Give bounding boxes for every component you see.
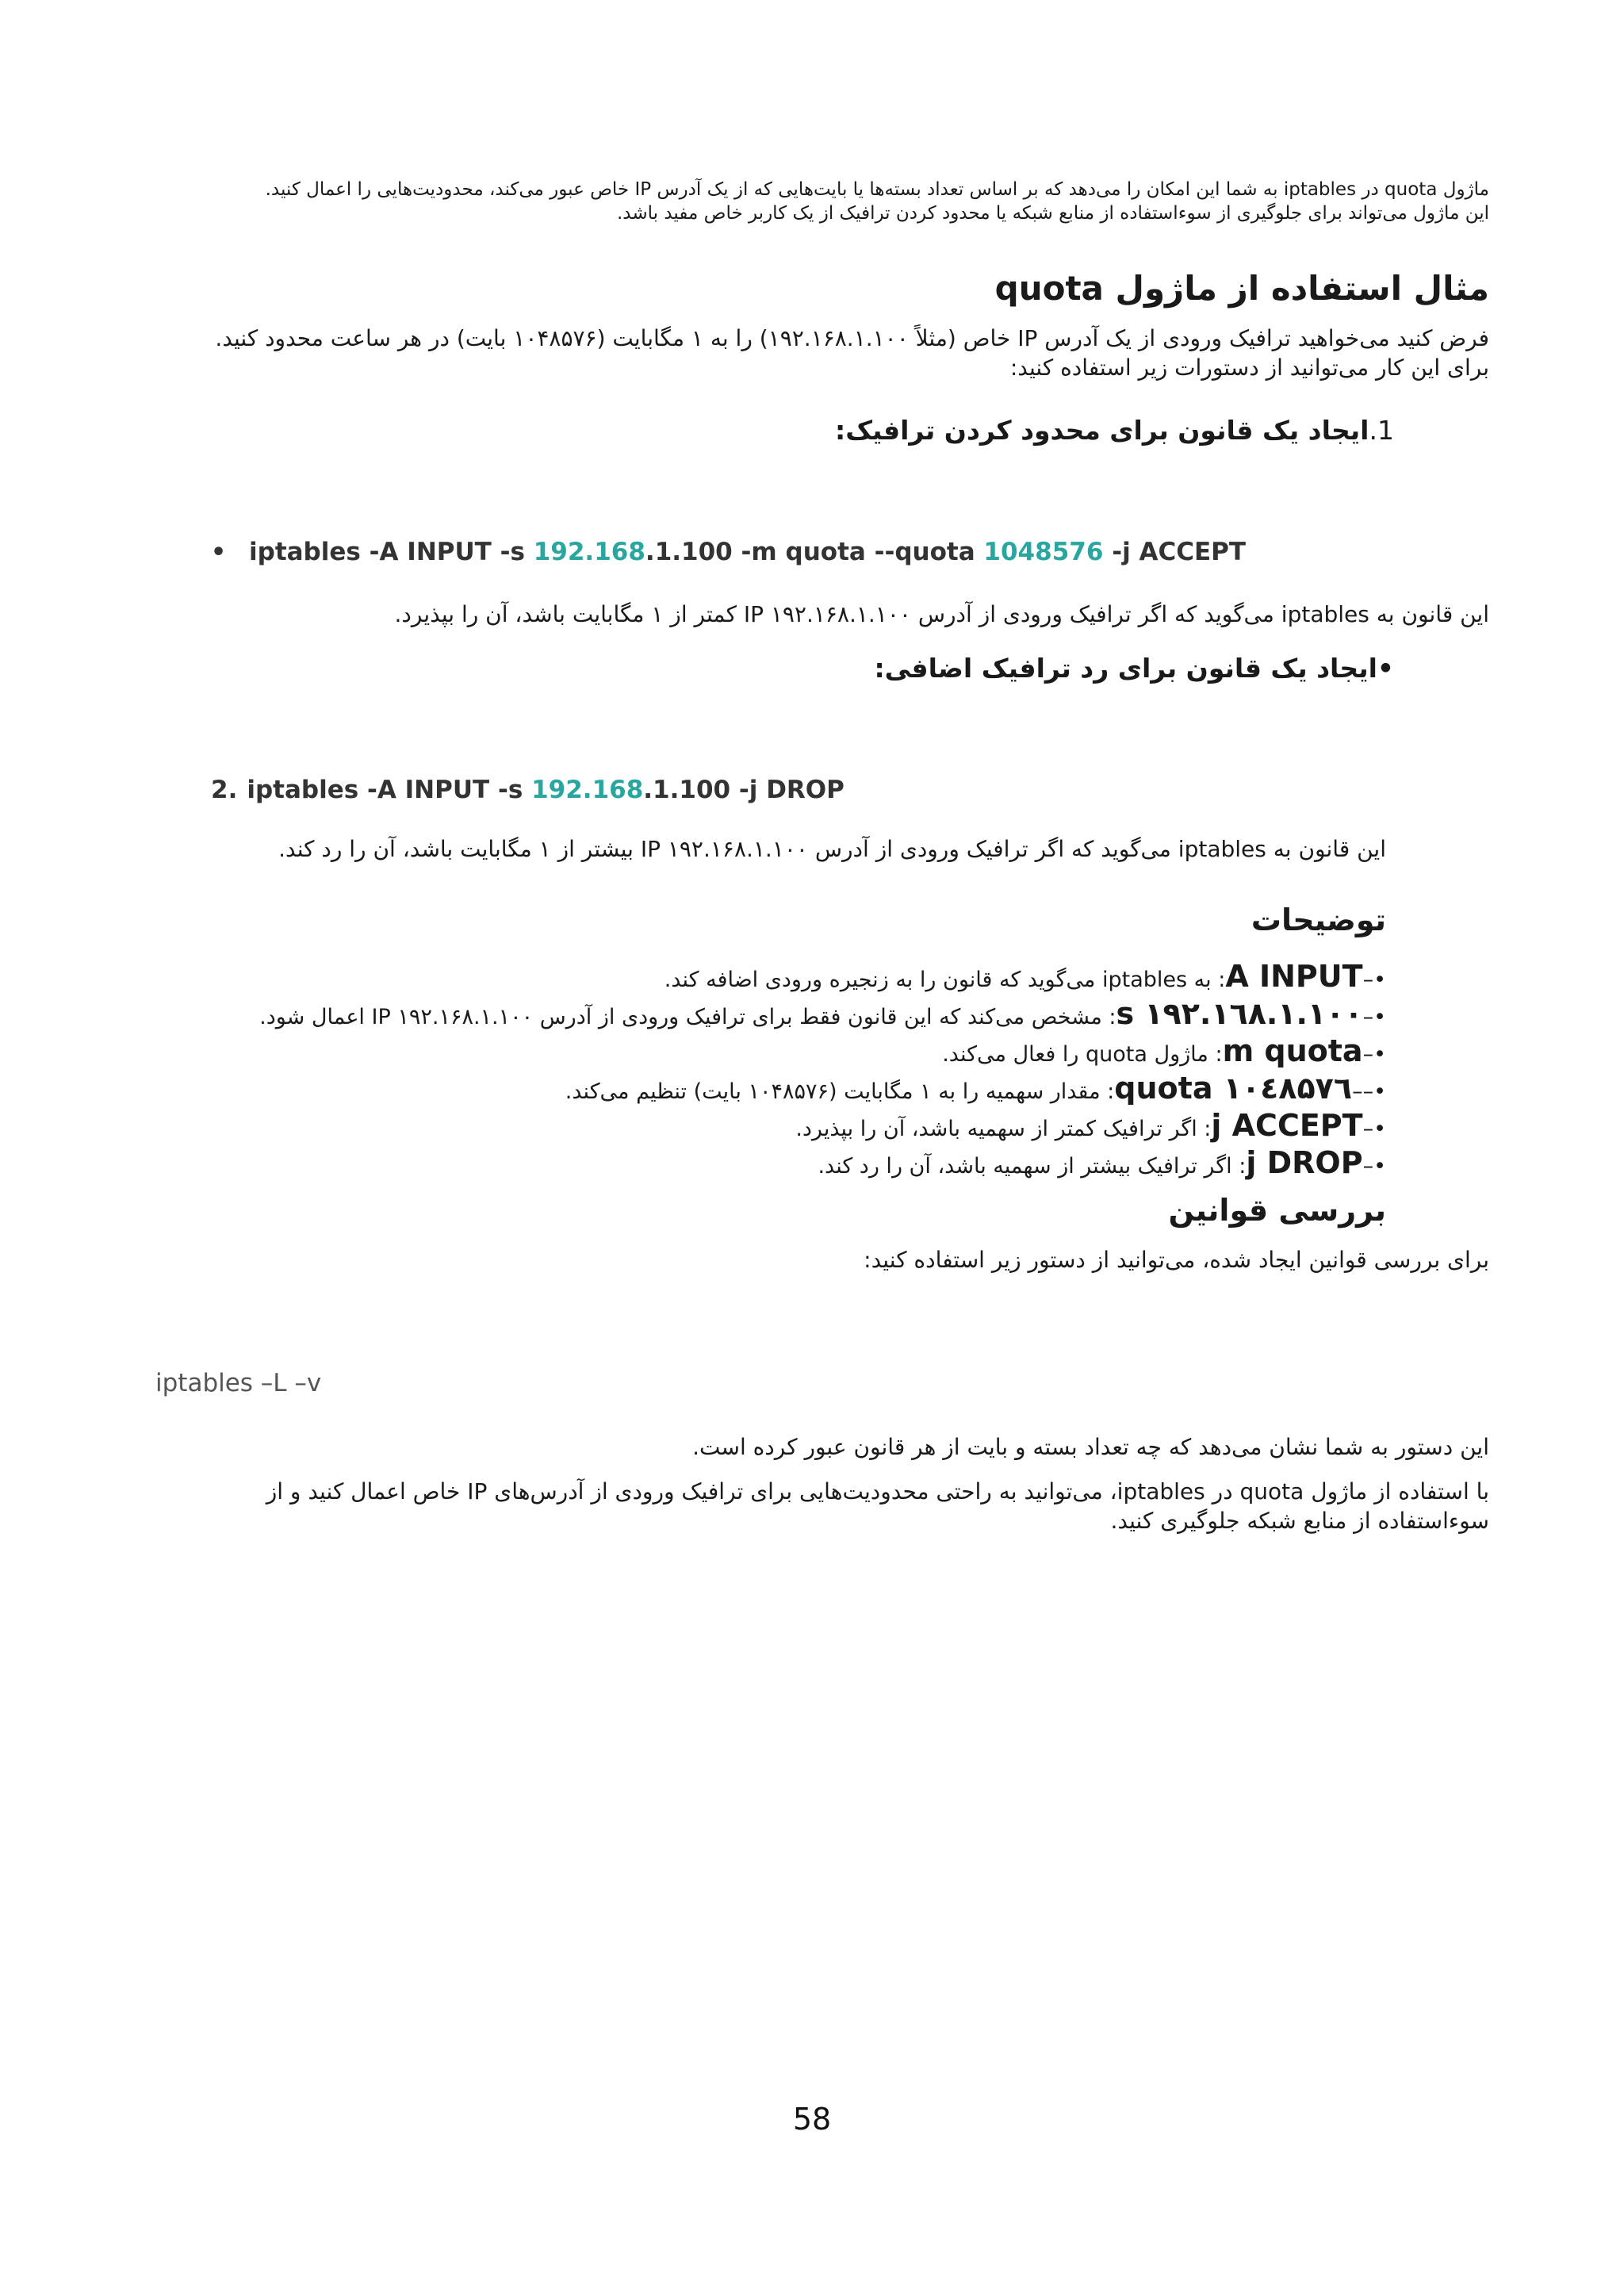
page-number: 58	[792, 2102, 832, 2137]
intro-line-1: ماژول quota در iptables به شما این امکان را می‌دهد که بر اساس تعداد بسته‌ها یا بایت‌هایی که از یک آدرس IP خاص عبور می‌کند، محدودیت‌هایی را اعمال کنید.	[265, 179, 1489, 200]
step-1-label: ایجاد یک قانون برای محدود کردن ترافیک:	[835, 415, 1369, 446]
command-1-text-a: iptables -A INPUT -s	[249, 538, 534, 566]
command-1-ip-prefix: 192.168	[533, 538, 645, 566]
command-1-quota-value: 1048576	[983, 538, 1104, 566]
intro-paragraph	[159, 178, 1489, 225]
list-item	[259, 1109, 1386, 1146]
review-description: این دستور به شما نشان می‌دهد که چه تعداد بسته و بایت از هر قانون عبور کرده است.	[692, 1434, 1489, 1460]
command-2-number: 2.	[211, 776, 238, 804]
command-2-ip-prefix: 192.168	[531, 776, 644, 804]
explanations-heading: توضیحات	[1251, 903, 1386, 937]
review-heading: بررسی قوانین	[1168, 1193, 1386, 1228]
command-2-text-a: iptables -A INPUT -s	[247, 776, 532, 804]
list-bullet-icon: •–	[1362, 1005, 1386, 1029]
list-item	[259, 960, 1386, 997]
bullet-icon: •	[211, 539, 227, 566]
list-item	[259, 1146, 1386, 1183]
list-item	[259, 1071, 1386, 1109]
list-text: : به iptables می‌گوید که قانون را به زنجیره ورودی اضافه کند.	[664, 968, 1226, 992]
list-term: s ۱۹۲.۱٦۸.۱.۱۰۰	[1116, 996, 1363, 1031]
step-1-number: 1.	[1369, 415, 1394, 446]
list-term: j DROP	[1246, 1145, 1363, 1180]
command-1-text-c: -j ACCEPT	[1103, 538, 1247, 566]
list-term: A INPUT	[1225, 959, 1363, 994]
list-text: : مشخص می‌کند که این قانون فقط برای ترافیک ورودی از آدرس IP ۱۹۲.۱۶۸.۱.۱۰۰ اعمال شود.	[259, 1005, 1116, 1029]
list-bullet-icon: •–	[1362, 1117, 1386, 1141]
list-text: : اگر ترافیک بیشتر از سهمیه باشد، آن را رد کند.	[818, 1154, 1247, 1179]
review-command: iptables –L –v	[155, 1369, 322, 1397]
list-bullet-icon: •–	[1362, 1042, 1386, 1067]
command-2-text-b: .1.100 -j DROP	[643, 776, 845, 804]
example-heading: مثال استفاده از ماژول quota	[994, 269, 1489, 308]
command-1	[211, 536, 1246, 569]
list-bullet-icon: •–	[1362, 1154, 1386, 1179]
command-2-description: این قانون به iptables می‌گوید که اگر ترافیک ورودی از آدرس IP ۱۹۲.۱۶۸.۱.۱۰۰ بیشتر از ۱ مگابایت باشد، آن را رد کند.	[278, 836, 1386, 862]
list-item	[259, 997, 1386, 1034]
command-1-description: این قانون به iptables می‌گوید که اگر ترافیک ورودی از آدرس IP ۱۹۲.۱۶۸.۱.۱۰۰ کمتر از ۱ مگابایت باشد، آن را بپذیرد.	[394, 601, 1489, 627]
command-1-text-b: .1.100 -m quota --quota	[645, 538, 984, 566]
list-term: j ACCEPT	[1211, 1108, 1363, 1143]
explanations-list	[259, 960, 1386, 1183]
step-2-heading: •ایجاد یک قانون برای رد ترافیک اضافی:	[874, 653, 1394, 684]
list-text: : اگر ترافیک کمتر از سهمیه باشد، آن را بپذیرد.	[795, 1117, 1212, 1141]
conclusion-paragraph: با استفاده از ماژول quota در iptables، می‌توانید به راحتی محدودیت‌هایی برای ترافیک ورودی از آدرس‌های IP خاص اعمال کنید و از سوءاستفاده از منابع شبکه جلوگیری کنید.	[266, 1478, 1489, 1534]
list-bullet-icon: •––	[1352, 1079, 1386, 1104]
review-intro: برای بررسی قوانین ایجاد شده، می‌توانید از دستور زیر استفاده کنید:	[864, 1247, 1489, 1273]
list-text: : مقدار سهمیه را به ۱ مگابایت (۱۰۴۸۵۷۶ بایت) تنظیم می‌کند.	[565, 1079, 1115, 1104]
list-bullet-icon: •–	[1362, 968, 1386, 992]
list-term: m quota	[1222, 1033, 1363, 1068]
command-2	[211, 774, 845, 806]
intro-line-2: این ماژول می‌تواند برای جلوگیری از سوءاستفاده از منابع شبکه یا محدود کردن ترافیک از یک کاربر خاص مفید باشد.	[616, 203, 1489, 224]
list-text: : ماژول quota را فعال می‌کند.	[942, 1042, 1223, 1067]
list-term: quota ۱۰٤۸۵۷٦	[1114, 1071, 1353, 1106]
list-item	[259, 1034, 1386, 1071]
example-paragraph: فرض کنید می‌خواهید ترافیک ورودی از یک آدرس IP خاص (مثلاً ۱۹۲.۱۶۸.۱.۱۰۰) را به ۱ مگابایت (۱۰۴۸۵۷۶ بایت) در هر ساعت محدود کنید. برای این کار می‌توانید از دستورات زیر استفاده کنید:	[215, 325, 1489, 381]
step-1-heading	[835, 412, 1394, 449]
